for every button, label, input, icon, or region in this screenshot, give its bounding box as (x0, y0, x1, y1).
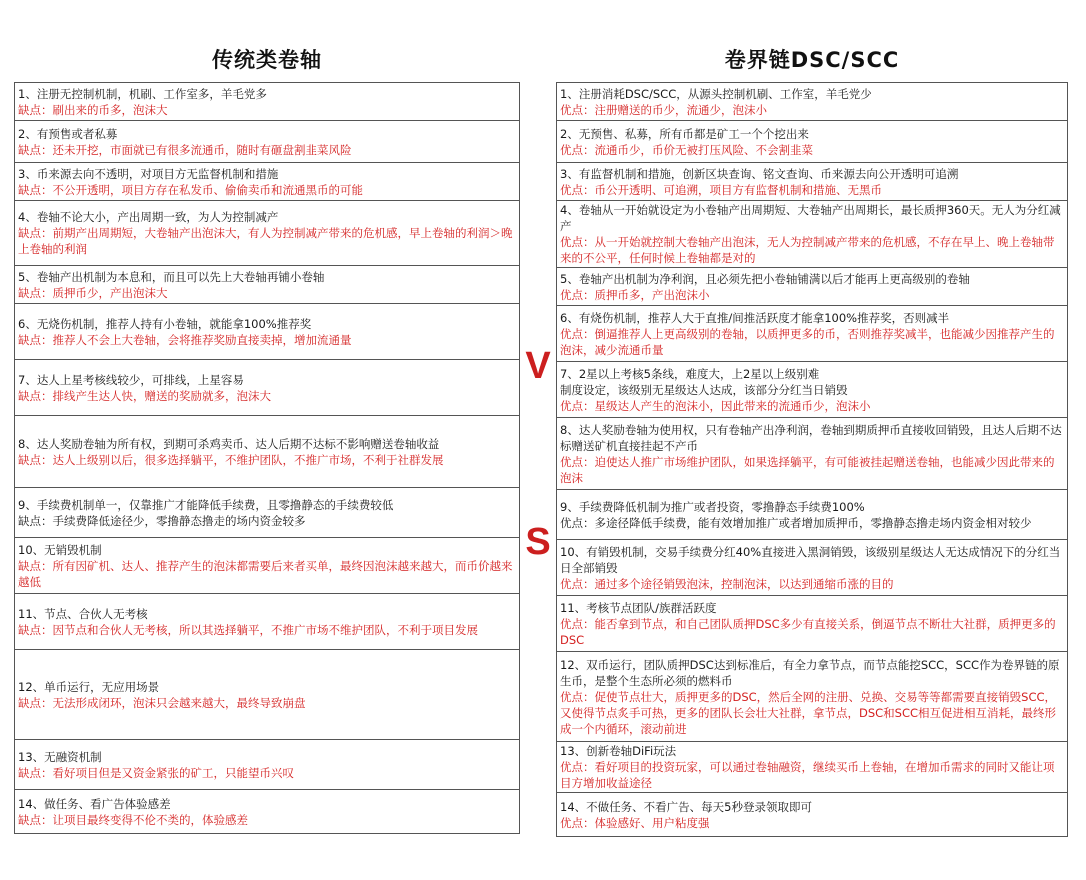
item-text: 优点：多途径降低手续费，能有效增加推广或者增加质押币，零撸静态撸走场内资金相对较少 (560, 515, 1032, 530)
comparison-row (15, 650, 520, 740)
comparison-cell (15, 416, 520, 488)
item-note: 优点：质押币多，产出泡沫小 (560, 287, 710, 302)
item-note: 缺点：让项目最终变得不伦不类的，体验感差 (18, 812, 248, 827)
item-note: 优点：倒逼推荐人上更高级别的卷轴，以质押更多的币，否则推荐奖减半，也能减少因推荐产生的泡沫，减少流通币量 (560, 326, 1055, 357)
comparison-row (15, 416, 520, 488)
comparison-cell (557, 596, 1068, 652)
item-note: 缺点：排线产生达人快，赠送的奖励就多，泡沫大 (18, 388, 271, 403)
item-text: 14、做任务、看广告体验感差 (18, 796, 171, 811)
item-note: 优点：看好项目的投资玩家，可以通过卷轴融资，继续买币上卷轴，在增加币需求的同时又能让项目方增加收益途径 (560, 760, 1055, 790)
item-text: 12、单币运行，无应用场景 (18, 679, 160, 694)
item-text: 13、创新卷轴DiFi玩法 (560, 744, 677, 758)
item-text: 1、注册消耗DSC/SCC，从源头控制机刷、工作室，羊毛党少 (560, 86, 872, 101)
item-note: 优点：促使节点壮大，质押更多的DSC，然后全网的注册、兑换、交易等等都需要直接销毁SCC，又使得节点炙手可热，更多的团队长会壮大社群，拿节点，DSC和SCC相互促进相互消耗，最终形成一个内循环，滚动前进 (560, 689, 1057, 736)
comparison-cell (557, 268, 1068, 306)
item-note: 缺点：因节点和合伙人无考核，所以其选择躺平，不推广市场不维护团队，不利于项目发展 (18, 622, 478, 637)
comparison-cell (557, 83, 1068, 121)
item-note: 缺点：质押币少，产出泡沫大 (18, 285, 168, 300)
item-text: 10、有销毁机制，交易手续费分红40%直接进入黑洞销毁，该级别星级达人无达成情况下的分红当日全部销毁 (560, 544, 1061, 575)
versus-letter-v: V (525, 345, 551, 387)
comparison-cell (557, 742, 1068, 793)
item-note: 缺点：看好项目但是又资金紧张的矿工，只能望币兴叹 (18, 765, 294, 780)
comparison-cell (557, 418, 1068, 490)
item-text: 9、手续费机制单一，仅靠推广才能降低手续费，且零撸静态的手续费较低 (18, 497, 394, 512)
versus-letter-s: S (525, 521, 551, 563)
left-column-title: 传统类卷轴 (212, 48, 322, 72)
item-note: 优点：流通币少，币价无被打压风险、不会割韭菜 (560, 142, 813, 157)
item-text: 14、不做任务、不看广告、每天5秒登录领取即可 (560, 799, 812, 814)
item-note: 优点：币公开透明、可追溯，项目方有监督机制和措施、无黑币 (560, 182, 882, 197)
comparison-cell (557, 793, 1068, 837)
item-text: 1、注册无控制机制，机刷、工作室多，羊毛党多 (18, 86, 267, 101)
comparison-row (557, 83, 1068, 121)
comparison-row (557, 596, 1068, 652)
comparison-row (557, 540, 1068, 596)
item-text: 11、节点、合伙人无考核 (18, 606, 148, 621)
comparison-cell (15, 538, 520, 594)
comparison-row (557, 742, 1068, 793)
item-text: 8、达人奖励卷轴为所有权，到期可杀鸡卖币、达人后期不达标不影响赠送卷轴收益 (18, 436, 440, 451)
comparison-row (557, 362, 1068, 418)
item-text: 9、手续费降低机制为推广或者投资，零撸静态手续费100% (560, 499, 865, 514)
comparison-cell (557, 306, 1068, 362)
item-text: 2、无预售、私募，所有币都是矿工一个个挖出来 (560, 126, 809, 141)
item-note: 缺点：刷出来的币多，泡沫大 (18, 102, 168, 117)
item-note: 优点：迫使达人推广市场维护团队，如果选择躺平，有可能被挂起赠送卷轴，也能减少因此带来的泡沫 (560, 454, 1055, 485)
comparison-row (15, 538, 520, 594)
comparison-row (15, 360, 520, 416)
item-note: 缺点：还未开挖，市面就已有很多流通币，随时有砸盘割韭菜风险 (18, 142, 352, 157)
comparison-row (557, 121, 1068, 163)
item-text: 11、考核节点团队/族群活跃度 (560, 600, 717, 615)
item-note: 优点：能否拿到节点，和自己团队质押DSC多少有直接关系，倒逼节点不断壮大社群，质押更多的DSC (560, 616, 1056, 647)
item-note: 缺点：所有因矿机、达人、推荐产生的泡沫都需要后来者买单，最终因泡沫越来越大，而币价越来越低 (18, 558, 513, 589)
item-text: 6、无烧伤机制，推荐人持有小卷轴，就能拿100%推荐奖 (18, 316, 312, 331)
comparison-cell (15, 121, 520, 163)
comparison-cell (15, 163, 520, 201)
comparison-row (15, 201, 520, 266)
item-text: 2、有预售或者私募 (18, 126, 118, 141)
item-text: 3、有监督机制和措施，创新区块查询、铭文查询、币来源去向公开透明可追溯 (560, 166, 959, 181)
item-note: 优点：星级达人产生的泡沫小，因此带来的流通币少，泡沫小 (560, 398, 871, 413)
comparison-row (15, 740, 520, 790)
comparison-cell (15, 790, 520, 834)
comparison-cell (557, 362, 1068, 418)
comparison-cell (15, 360, 520, 416)
comparison-row (15, 488, 520, 538)
item-text: 13、无融资机制 (18, 749, 102, 764)
item-text: 12、双币运行，团队质押DSC达到标准后，有全力拿节点，而节点能挖SCC，SCC作为卷界链的原生币，是整个生态所必须的燃料币 (560, 657, 1060, 688)
right-column-title: 卷界链DSC/SCC (724, 48, 900, 72)
item-note: 优点：从一开始就控制大卷轴产出泡沫，无人为控制减产带来的危机感，不存在早上、晚上卷轴带来的不公平，任何时候上卷轴都是对的 (560, 235, 1055, 265)
item-note: 缺点：前期产出周期短，大卷轴产出泡沫大，有人为控制减产带来的危机感，早上卷轴的利润＞晚上卷轴的利润 (18, 226, 513, 256)
comparison-row (557, 490, 1068, 540)
comparison-cell (557, 163, 1068, 201)
item-text: 10、无销毁机制 (18, 542, 102, 557)
comparison-cell (15, 488, 520, 538)
item-note: 优点：注册赠送的币少，流通少，泡沫小 (560, 102, 767, 117)
item-text: 7、达人上星考核线较少，可排线，上星容易 (18, 372, 244, 387)
comparison-row (15, 266, 520, 304)
comparison-row (557, 268, 1068, 306)
item-note: 缺点：不公开透明，项目方存在私发币、偷偷卖币和流通黑币的可能 (18, 182, 363, 197)
item-note: 缺点：无法形成闭环，泡沫只会越来越大，最终导致崩盘 (18, 695, 306, 710)
comparison-cell (557, 121, 1068, 163)
comparison-cell (557, 201, 1068, 268)
comparison-row (557, 793, 1068, 837)
item-text: 8、达人奖励卷轴为使用权，只有卷轴产出净利润，卷轴到期质押币直接收回销毁，且达人后期不达标赠送矿机直接挂起不产币 (560, 422, 1062, 453)
item-note: 优点：体验感好、用户粘度强 (560, 815, 710, 830)
comparison-row (15, 163, 520, 201)
item-text: 制度设定，该级别无星级达人达成，该部分分红当日销毁 (560, 382, 848, 397)
comparison-cell (557, 652, 1068, 742)
item-text: 5、卷轴产出机制为本息和，而且可以先上大卷轴再铺小卷轴 (18, 269, 325, 284)
item-text: 7、2星以上考核5条线，难度大，上2星以上级别难 (560, 366, 820, 381)
comparison-cell (557, 540, 1068, 596)
item-text: 缺点：手续费降低途径少，零撸静态撸走的场内资金较多 (18, 513, 306, 528)
comparison-row (15, 594, 520, 650)
comparison-row (557, 418, 1068, 490)
item-text: 3、币来源去向不透明，对项目方无监督机制和措施 (18, 166, 279, 181)
comparison-row (557, 163, 1068, 201)
traditional-scroll-table (14, 82, 520, 834)
comparison-row (15, 121, 520, 163)
comparison-row (557, 201, 1068, 268)
item-text: 4、卷轴不论大小，产出周期一致，为人为控制减产 (18, 210, 279, 224)
comparison-cell (15, 740, 520, 790)
comparison-cell (557, 490, 1068, 540)
item-text: 5、卷轴产出机制为净利润，且必须先把小卷轴铺满以后才能再上更高级别的卷轴 (560, 271, 970, 286)
comparison-row (557, 306, 1068, 362)
comparison-row (15, 790, 520, 834)
item-note: 缺点：推荐人不会上大卷轴，会将推荐奖励直接卖掉，增加流通量 (18, 332, 352, 347)
comparison-cell (15, 594, 520, 650)
comparison-cell (15, 650, 520, 740)
comparison-row (15, 304, 520, 360)
item-text: 4、卷轴从一开始就设定为小卷轴产出周期短、大卷轴产出周期长，最长质押360天。无人为分红减产 (560, 203, 1061, 233)
comparison-row (15, 83, 520, 121)
dsc-scc-table (556, 82, 1068, 837)
comparison-cell (15, 304, 520, 360)
comparison-cell (15, 266, 520, 304)
comparison-row (557, 652, 1068, 742)
comparison-cell (15, 83, 520, 121)
item-note: 优点：通过多个途径销毁泡沫，控制泡沫，以达到通缩币涨的目的 (560, 576, 894, 591)
item-note: 缺点：达人上级别以后，很多选择躺平，不维护团队，不推广市场，不利于社群发展 (18, 452, 444, 467)
item-text: 6、有烧伤机制，推荐人大于直推/间推活跃度才能拿100%推荐奖，否则减半 (560, 310, 950, 325)
comparison-cell (15, 201, 520, 266)
